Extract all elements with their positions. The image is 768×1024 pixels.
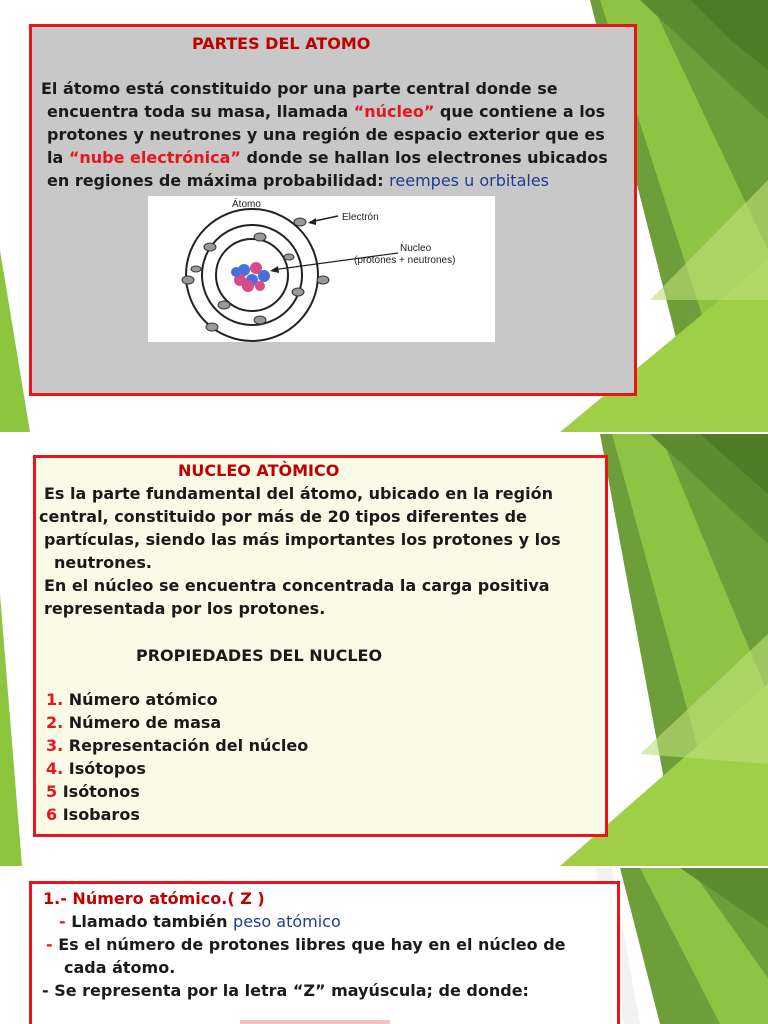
label-nucleo: Nucleo: [400, 243, 432, 254]
text-line: En el núcleo se encuentra concentrada la carga positiva: [44, 576, 550, 595]
text-line: El átomo está constituido por una parte central donde se: [41, 79, 558, 98]
text-line: en regiones de máxima probabilidad: reempes u orbitales: [47, 171, 549, 190]
text-line: cada átomo.: [64, 958, 176, 977]
list-item: 1. Número atómico: [46, 690, 218, 709]
label-atomo: Átomo: [232, 199, 261, 210]
list-item: 4. Isótopos: [46, 759, 146, 778]
text-line: protones y neutrones y una región de espacio exterior que es: [47, 125, 605, 144]
label-electron: Electrón: [342, 212, 379, 223]
text-line: neutrones.: [54, 553, 153, 572]
slide-partes-del-atomo: [0, 0, 768, 432]
list-item: 2. Número de masa: [46, 713, 222, 732]
text-line: central, constituido por más de 20 tipos diferentes de: [39, 507, 527, 526]
text-line: Es la parte fundamental del átomo, ubicado en la región: [44, 484, 553, 503]
slide-title: NUCLEO ATÒMICO: [178, 461, 340, 480]
section-subtitle: PROPIEDADES DEL NUCLEO: [136, 646, 383, 665]
atom-diagram: [148, 196, 495, 342]
list-item: 6 Isobaros: [46, 805, 140, 824]
text-line: - Llamado también peso atómico: [59, 912, 341, 931]
list-item: 3. Representación del núcleo: [46, 736, 309, 755]
slide-numero-atomico: [0, 868, 768, 1024]
atom-diagram-svg: [148, 196, 495, 342]
partial-formula-box: [240, 1020, 390, 1024]
text-line: - Es el número de protones libres que hay en el núcleo de: [46, 935, 566, 954]
slide-nucleo-atomico: [0, 434, 768, 866]
list-item: 5 Isótonos: [46, 782, 140, 801]
text-line: encuentra toda su masa, llamada “núcleo” que contiene a los: [47, 102, 606, 121]
text-line: la “nube electrónica” donde se hallan los electrones ubicados: [47, 148, 608, 167]
text-line: partículas, siendo las más importantes los protones y los: [44, 530, 561, 549]
slide-title: 1.- Número atómico.( Z ): [43, 889, 265, 908]
text-line: - Se representa por la letra “Z” mayúscula; de donde:: [42, 981, 529, 1000]
slide-title: PARTES DEL ATOMO: [192, 34, 371, 53]
label-nucleo-sub: (protones + neutrones): [354, 255, 456, 266]
text-line: representada por los protones.: [44, 599, 326, 618]
